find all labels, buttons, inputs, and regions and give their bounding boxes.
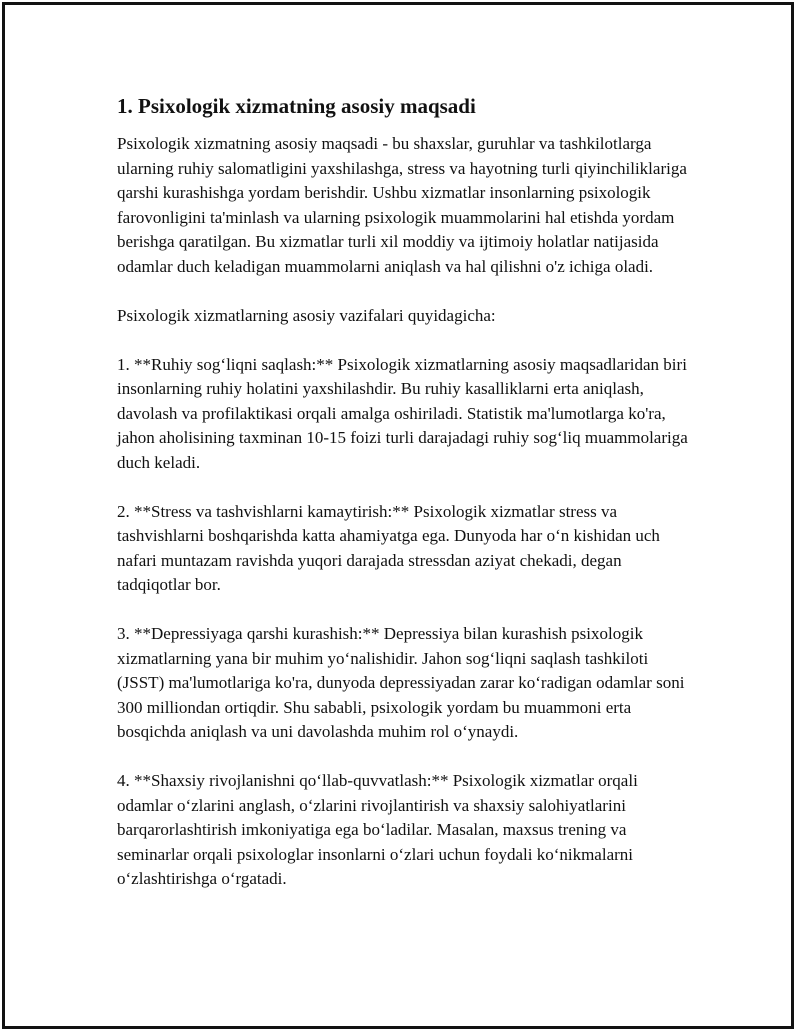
- list-item-mental-health: 1. **Ruhiy sog‘liqni saqlash:** Psixologik xizmatlarning asosiy maqsadlaridan biri insonlarning ruhiy holatini yaxshilashdir. Bu ruhiy kasalliklarni erta aniqlash, davolash va profilaktikasi orqali amalga oshiriladi. Statistik ma'lumotlarga ko'ra, jahon aholisining taxminan 10-15 foizi turli darajadagi ruhiy sog‘liq muammolariga duch keladi.: [117, 354, 688, 472]
- list-item-personal-development: 4. **Shaxsiy rivojlanishni qo‘llab-quvvatlash:** Psixologik xizmatlar orqali odamlar o‘zlarini anglash, o‘zlarini rivojlantirish va shaxsiy salohiyatlarini barqarorlashtirish imkoniyatiga ega bo‘ladilar. Masalan, maxsus trening va seminarlar orqali psixologlar insonlarni o‘zlari uchun foydali ko‘nikmalarni o‘zlashtirishga o‘rgatadi.: [117, 771, 638, 888]
- list-item-stress-reduction: 2. **Stress va tashvishlarni kamaytirish:** Psixologik xizmatlar stress va tashvishlarni boshqarishda katta ahamiyatga ega. Dunyoda har o‘n kishidan uch nafari muntazam ravishda yuqori darajada stressdan aziyat chekadi, degan tadqiqotlar bor.: [117, 501, 660, 594]
- tasks-intro-paragraph: Psixologik xizmatlarning asosiy vazifalari quyidagicha:: [117, 305, 496, 325]
- list-item-depression: 3. **Depressiyaga qarshi kurashish:** Depressiya bilan kurashish psixologik xizmatlarning yana bir muhim yo‘nalishidir. Jahon sog‘liqni saqlash tashkiloti (JSST) ma'lumotlariga ko'ra, dunyoda depressiyadan zarar ko‘radigan odamlar soni 300 milliondan ortiqdir. Shu sababli, psixologik yordam bu muammoni erta bosqichda aniqlash va uni davolashda muhim rol o‘ynaydi.: [117, 624, 685, 741]
- section-heading: 1. Psixologik xizmatning asosiy maqsadi: [117, 94, 476, 118]
- document-body: [117, 92, 692, 916]
- intro-paragraph: Psixologik xizmatning asosiy maqsadi - bu shaxslar, guruhlar va tashkilotlarga ularning ruhiy salomatligini yaxshilashga, stress va hayotning turli qiyinchiliklariga qarshi kurashishga yordam berishdir. Ushbu xizmatlar insonlarning psixologik farovonligini ta'minlash va ularning psixologik muammolarini hal etishda yordam berishga qaratilgan. Bu xizmatlar turli xil moddiy va ijtimoiy holatlar natijasida odamlar duch keladigan muammolarni aniqlash va hal qilishni o'z ichiga oladi.: [117, 134, 687, 276]
